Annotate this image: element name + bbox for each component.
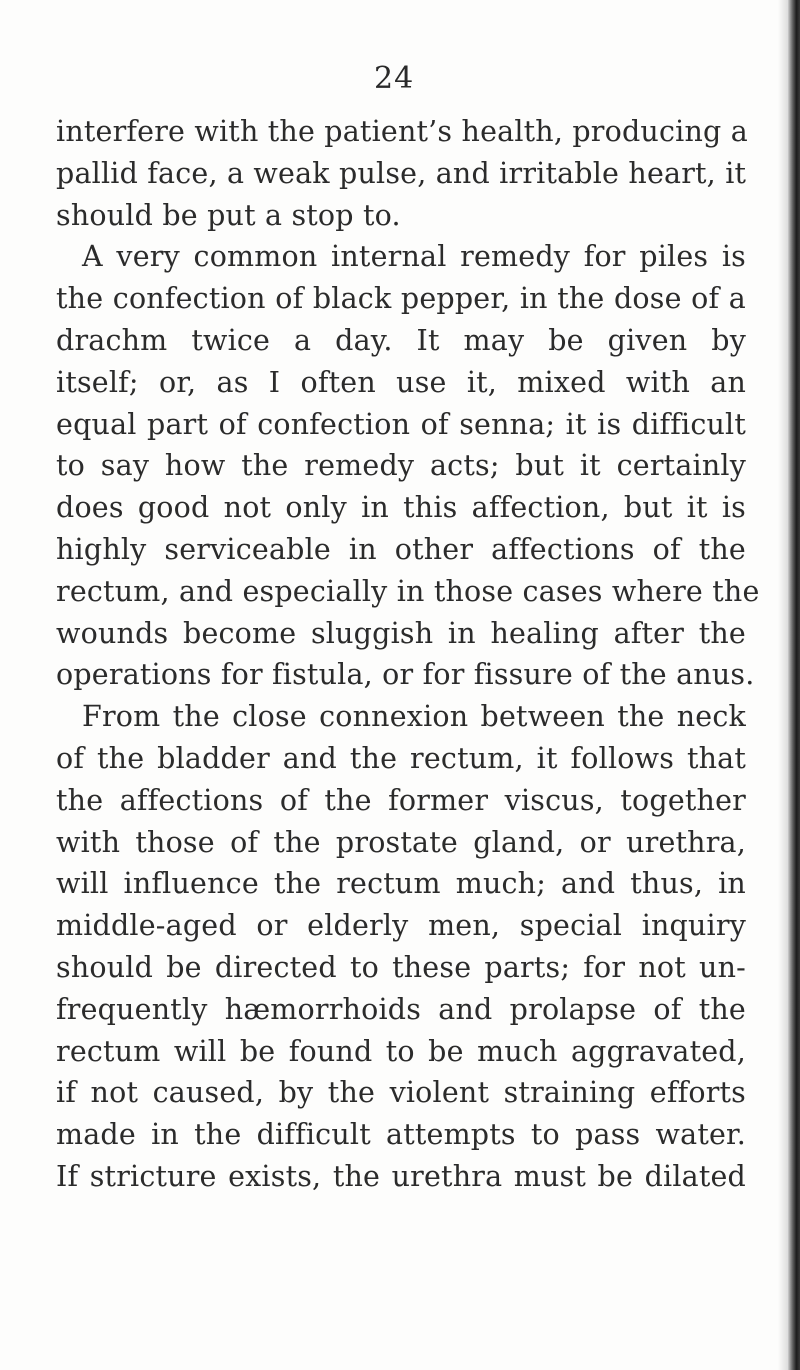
text-line: highly serviceable in other affections of the (56, 532, 746, 566)
text-line: should be directed to these parts; for not un- (56, 950, 746, 984)
text-line: From the close connexion between the neck (82, 700, 746, 734)
text-line: the affections of the former viscus, together (56, 783, 746, 817)
text-line: the confection of black pepper, in the dose of a (56, 282, 746, 316)
binding-shadow (778, 0, 788, 1370)
text-line: pallid face, a weak pulse, and irritable heart, it (56, 156, 747, 190)
body-text (56, 111, 760, 1198)
text-line: equal part of confection of senna; it is difficult (56, 407, 746, 441)
text-line: interfere with the patient’s health, producing a (56, 115, 748, 148)
text-line: middle-aged or elderly men, special inquiry (56, 909, 746, 943)
text-line: to say how the remedy acts; but it certainly (56, 449, 746, 483)
text-line: does good not only in this affection, but it is (56, 491, 746, 525)
text-line: rectum will be found to be much aggravated, (56, 1034, 746, 1068)
text-line: If stricture exists, the urethra must be dilated (56, 1159, 746, 1193)
text-line: of the bladder and the rectum, it follows that (56, 741, 746, 775)
text-line: A very common internal remedy for piles is (82, 240, 746, 274)
text-line: frequently hæmorrhoids and prolapse of the (56, 992, 746, 1026)
text-line: should be put a stop to. (56, 198, 401, 232)
page-binding-edge (788, 0, 800, 1370)
page-number: 24 (374, 61, 415, 96)
text-line: with those of the prostate gland, or urethra, (56, 825, 746, 859)
text-line: operations for fistula, or for fissure of the anus. (56, 658, 755, 692)
text-line: rectum, and especially in those cases where the (56, 574, 760, 608)
text-line: made in the difficult attempts to pass water. (56, 1118, 746, 1152)
text-line: will influence the rectum much; and thus, in (56, 867, 746, 901)
text-line: if not caused, by the violent straining efforts (56, 1076, 746, 1110)
text-line: itself; or, as I often use it, mixed with an (56, 365, 746, 399)
text-line: drachm twice a day. It may be given by (56, 323, 746, 357)
text-line: wounds become sluggish in healing after the (56, 616, 746, 650)
